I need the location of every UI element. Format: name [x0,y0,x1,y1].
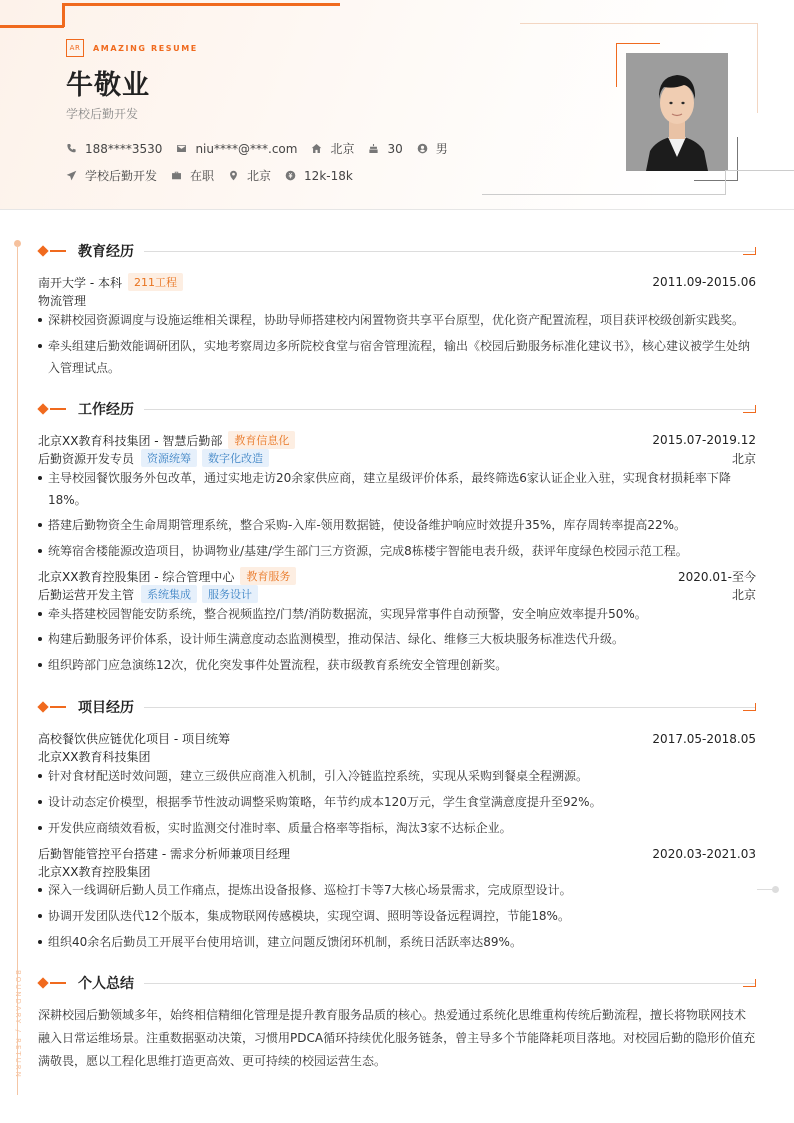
target-job-text: 学校后勤开发 [85,169,158,183]
city-info [311,140,354,157]
salary-info [285,169,353,183]
section-title: 工作经历 [78,402,134,418]
target-city-info [228,167,271,184]
brand-logo: AR [66,39,84,57]
section-dash [50,250,66,252]
job-intent-row [66,167,367,184]
project-org: 北京XX教育科技集团 [38,750,151,764]
contact-row [66,140,462,157]
list-item: 设计动态定价模型，根据季节性波动调整采购策略，年节约成本120万元，学生食堂满意度提升至92%。 [38,791,756,813]
section-projects [38,697,756,717]
summary-text: 深耕校园后勤领域多年，始终相信精细化管理是提升教育服务品质的核心。热爱通过系统化思维重构传统后勤流程，擅长将物联网技术融入日常运维场景。注重数据驱动决策，习惯用PDCA循环持续优化服务链条，曾主导多个节能降耗项目落地。对校园后勤的隐形价值充满敬畏，愿以工程化思维打造更高效、更可持续的校园运营生态。 [38,1008,756,1068]
industry-tag: 教育信息化 [228,431,295,449]
list-item: 构建后勤服务评价体系，设计师生满意度动态监测模型，推动保洁、绿化、维修三大板块服务标准迭代升级。 [38,628,756,650]
project-org-row [38,863,756,880]
list-item: 搭建后勤物资全生命周期管理系统，整合采购-入库-领用数据链，使设备维护响应时效提升35%，库存周转率提高22%。 [38,514,756,536]
project-date: 2020.03-2021.03 [652,846,756,861]
section-title: 个人总结 [78,976,134,992]
brand [66,39,198,57]
portrait-illustration [626,53,728,171]
money-icon [285,170,296,181]
section-divider [144,409,756,410]
briefcase-icon [171,170,182,181]
header-decoration [0,25,64,28]
industry-tag: 教育服务 [240,567,296,585]
phone-text: 188****3530 [85,141,163,156]
section-dash [50,982,66,984]
status-info [171,167,214,184]
side-decoration [17,245,18,1095]
project-org: 北京XX教育控股集团 [38,865,151,879]
work-header [38,567,756,585]
work-date: 2015.07-2019.12 [652,433,756,447]
list-item: 统筹宿舍楼能源改造项目，协调物业/基建/学生部门三方资源，完成8栋楼宇智能电表升级，获评年度绿色校园示范工程。 [38,540,756,562]
project-header [38,730,756,747]
list-item: 协调开发团队迭代12个版本，集成物联网传感模块，实现空调、照明等设备远程调控，节能18%。 [38,905,756,927]
header-decoration [725,170,794,171]
section-dash [50,408,66,410]
project-header [38,845,756,862]
list-item: 针对食材配送时效问题，建立三级供应商准入机制，引入冷链监控系统，实现从采购到餐桌全程溯源。 [38,765,756,787]
diamond-icon [37,701,48,712]
home-icon [311,143,322,154]
status-text: 在职 [190,169,215,183]
candidate-subtitle: 学校后勤开发 [66,107,139,121]
section-corner [743,247,756,255]
work-role-row [38,449,756,467]
list-item: 主导校园餐饮服务外包改革，通过实地走访20余家供应商，建立星级评价体系，最终筛选6家认证企业入驻，实现食材损耗率下降18%。 [38,467,756,511]
work-role-row [38,585,756,603]
section-work [38,399,756,419]
email-info [176,142,297,156]
company-name: 北京XX教育科技集团 - 智慧后勤部 [38,433,223,448]
header-decoration [62,3,65,27]
city-text: 北京 [330,142,355,156]
work-date: 2020.01-至今 [678,569,756,584]
work-city: 北京 [731,587,756,602]
send-icon [66,170,77,181]
header-decoration [725,170,726,195]
email-text: niu****@***.com [195,141,298,156]
resume-header [0,0,794,210]
user-circle-icon [417,143,428,154]
diamond-icon [37,977,48,988]
list-item: 深入一线调研后勤人员工作痛点，提炼出设备报修、巡检打卡等7大核心场景需求，完成原型设计。 [38,879,756,901]
section-dash [50,706,66,708]
age-text: 30 [387,141,403,156]
skill-tag: 数字化改造 [202,449,269,467]
photo-frame [616,43,617,87]
header-decoration [757,23,758,113]
age-info [368,142,402,156]
section-title: 项目经历 [78,700,134,716]
skill-tag: 系统集成 [141,585,197,603]
side-text: BOUNDARY / RETURN [14,970,22,1079]
section-summary [38,973,756,993]
section-divider [144,251,756,252]
cake-icon [368,143,379,154]
side-decoration [772,886,779,893]
candidate-name: 牛敬业 [66,70,150,101]
section-corner [743,703,756,711]
list-item: 牵头组建后勤效能调研团队，实地考察周边多所院校食堂与宿舍管理流程，输出《校园后勤服务标准化建议书》，核心建议被学生处纳入管理试点。 [38,335,756,379]
photo-frame [737,137,738,181]
location-icon [228,170,239,181]
project-date: 2017.05-2018.05 [652,731,756,746]
list-item: 组织跨部门应急演练12次，优化突发事件处置流程，获市级教育系统安全管理创新奖。 [38,654,756,676]
job-role: 后勤运营开发主管 [38,587,135,602]
gender-info [417,140,448,157]
list-item: 深耕校园资源调度与设施运维相关课程，协助导师搭建校内闲置物资共享平台原型，优化资产配置流程，项目获评校级创新实践奖。 [38,309,756,331]
header-decoration [482,194,726,195]
job-role: 后勤资源开发专员 [38,451,135,466]
header-decoration [520,23,758,24]
header-decoration [62,3,340,6]
work-city: 北京 [731,451,756,466]
list-item: 组织40余名后勤员工开展平台使用培训，建立问题反馈闭环机制，系统日活跃率达89%。 [38,931,756,953]
education-date: 2011.09-2015.06 [652,275,756,289]
candidate-photo [626,53,728,171]
work-header [38,431,756,449]
section-corner [743,405,756,413]
school-name: 南开大学 - 本科 [38,275,122,290]
project-title: 高校餐饮供应链优化项目 - 项目统筹 [38,732,230,746]
skill-tag: 服务设计 [202,585,258,603]
list-item: 牵头搭建校园智能安防系统，整合视频监控/门禁/消防数据流，实现异常事件自动预警，安全响应效率提升50%。 [38,603,756,625]
section-education [38,241,756,261]
education-header [38,273,756,291]
section-title: 教育经历 [78,244,134,260]
gender-text: 男 [435,142,448,156]
education-major: 物流管理 [38,294,87,308]
salary-text: 12k-18k [304,168,353,183]
project-org-row [38,748,756,765]
target-city-text: 北京 [247,169,272,183]
mail-icon [176,143,187,154]
section-corner [743,979,756,987]
section-divider [144,983,756,984]
diamond-icon [37,245,48,256]
target-job-info [66,167,157,184]
section-divider [144,707,756,708]
photo-frame [616,43,660,44]
skill-tag: 资源统筹 [141,449,197,467]
phone-icon [66,143,77,154]
education-major-row [38,292,756,309]
company-name: 北京XX教育控股集团 - 综合管理中心 [38,569,235,584]
photo-frame [694,180,738,181]
diamond-icon [37,403,48,414]
list-item: 开发供应商绩效看板，实时监测交付准时率、质量合格率等指标，淘汰3家不达标企业。 [38,817,756,839]
project-title: 后勤智能管控平台搭建 - 需求分析师兼项目经理 [38,847,290,861]
school-tag: 211工程 [128,273,183,291]
phone-info [66,142,162,156]
brand-text: AMAZING RESUME [93,43,198,53]
